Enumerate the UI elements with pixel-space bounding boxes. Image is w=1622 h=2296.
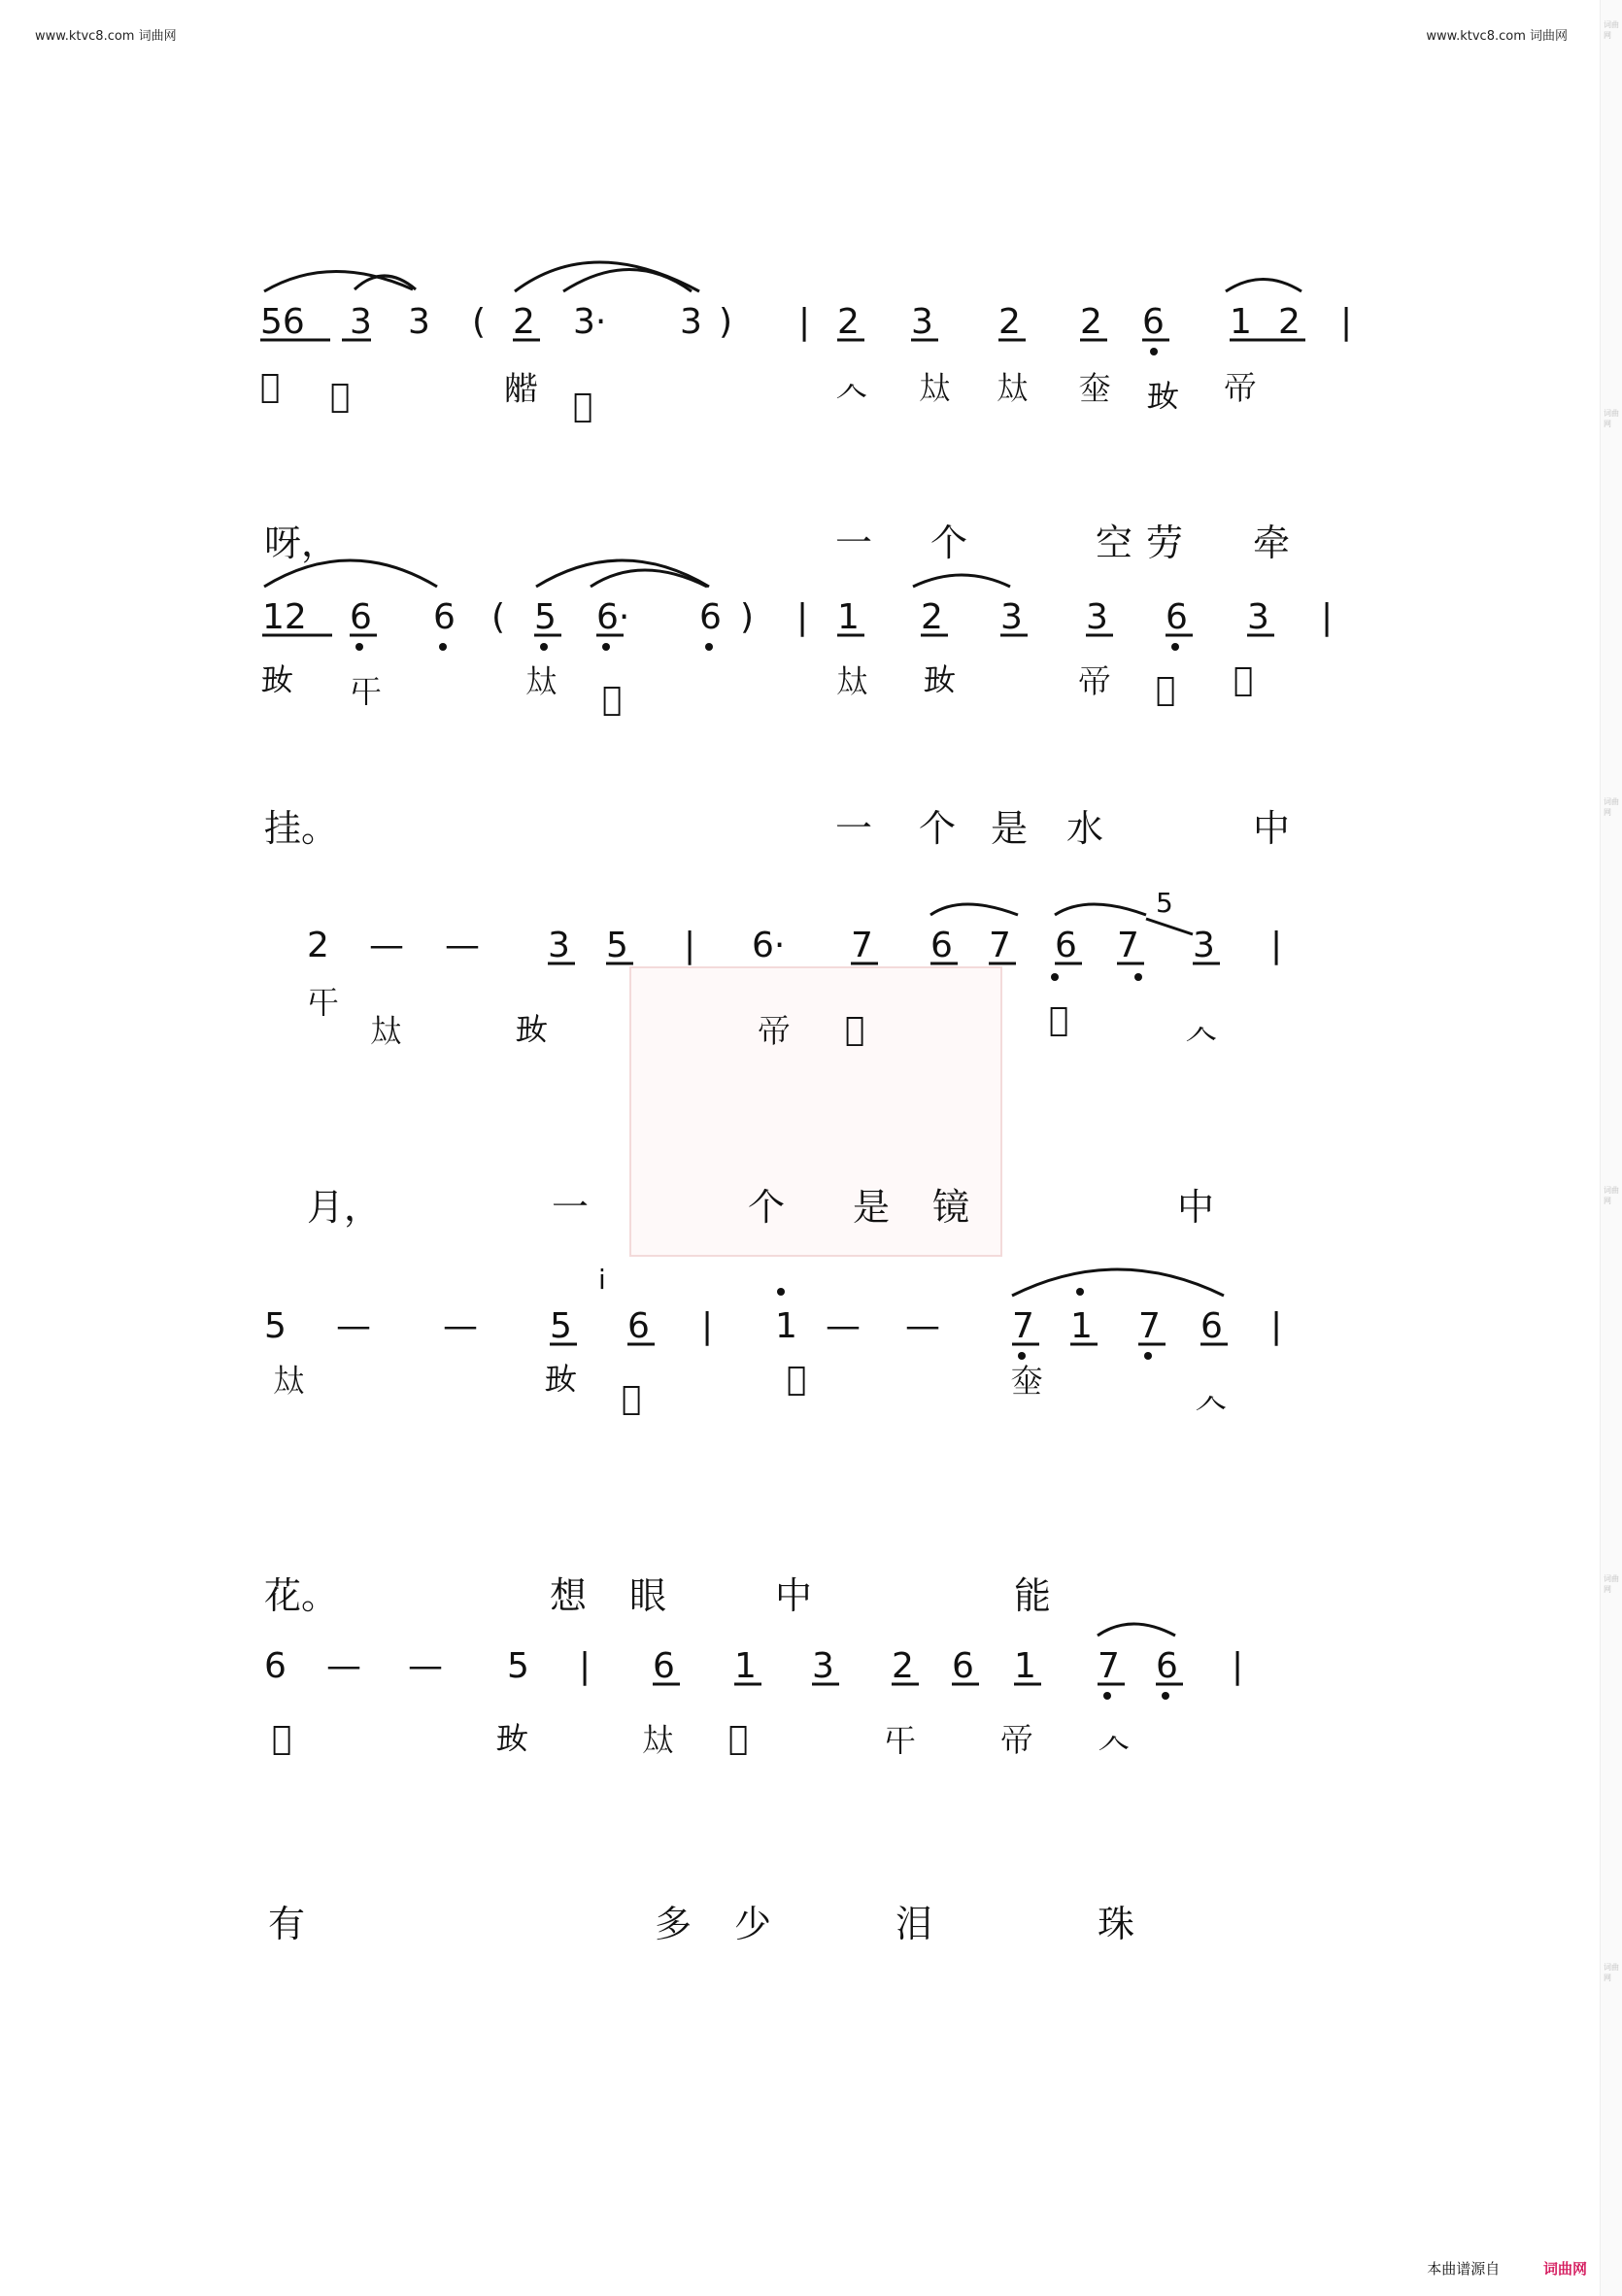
note: 7 [1012,1306,1034,1346]
side-label: 词曲网 [1604,20,1619,40]
dash: — [445,926,480,965]
tab-glyph: 𡚽 [1146,377,1179,416]
slur-arc [264,560,437,587]
note: 1 [837,597,860,637]
note: 3 [1247,597,1269,637]
slur-arc [1055,904,1146,915]
note: 12 [262,597,307,637]
barline: | [701,1306,714,1346]
note: 7 [989,926,1011,965]
note: 5 [550,1306,572,1346]
barline: | [579,1646,591,1686]
header-left-url: www.ktvc8.com 词曲网 [35,29,177,44]
note: 2 [892,1646,914,1686]
lyric: 个 [919,807,957,850]
tab-glyph: 𡘋 [918,370,951,409]
lyric: 泪 [895,1903,933,1945]
tab-glyph: 𡘫 [1078,370,1111,409]
note: 3 [1086,597,1108,637]
note: 2 [837,302,860,342]
side-label: 词曲网 [1604,1574,1619,1594]
tab-glyph: 𢂇 [1224,370,1257,409]
note: 1 [1070,1306,1093,1346]
lyric: 中 [1253,807,1291,850]
note: 7 [1117,926,1139,965]
note: 7 [1098,1646,1120,1686]
octave-dot [777,1288,785,1296]
lyric: 花。 [264,1574,339,1617]
grace-stroke [1146,919,1193,934]
footer-brand-link[interactable]: 词曲网 [1542,2260,1587,2278]
lyric: 一 [552,1186,590,1229]
octave-dot [1076,1288,1084,1296]
octave-dot [1051,973,1059,981]
note: 6 [699,597,722,637]
side-label: 词曲网 [1604,797,1619,817]
slur-arc [930,904,1018,915]
slur-arc [591,570,707,587]
side-label: 词曲网 [1604,409,1619,428]
tab-glyph: 𡘋 [272,1363,305,1401]
lyric: 个 [930,522,968,564]
dash: — [369,926,404,965]
tab-glyph: 𡕒 [307,984,340,1023]
footer-source-label: 本曲谱源自 [1427,2260,1501,2278]
tab-glyph: 𠆢 [1098,1727,1131,1766]
lyric: 月， [307,1186,382,1229]
note: 2 [1080,302,1102,342]
note: 6 [433,597,456,637]
note: 5 [534,597,557,637]
lyric: 空劳 [1096,522,1198,564]
tab-glyph: 𡘋 [996,370,1029,409]
note: 3· [573,302,607,342]
tab-glyph: 𡚽 [260,660,293,699]
octave-dot [1103,1692,1111,1700]
tab-glyph: 𡚽 [515,1010,548,1049]
octave-dot [1018,1352,1026,1360]
tab-glyph: 𢕊 [573,387,593,425]
grace-note-value: i [598,1264,606,1296]
barline: | [1270,926,1283,965]
dash: — [408,1646,443,1686]
note: 6 [627,1306,650,1346]
tab-glyph: 𡙲 [622,1379,642,1418]
note: 3 [408,302,430,342]
note: 1 [1014,1646,1036,1686]
barline: | [1232,1646,1244,1686]
octave-dot [1144,1352,1152,1360]
note: 6 [350,597,372,637]
lyric: 中 [1177,1186,1215,1229]
tab-glyph: 𠆢 [1185,1018,1218,1057]
lyric: 能 [1014,1574,1052,1617]
tab-glyph: 𡘋 [641,1722,674,1761]
tab-glyph: 𡚽 [544,1360,577,1399]
tab-glyph: 𡙲 [728,1719,749,1758]
octave-dot [602,643,610,651]
octave-dot [540,643,548,651]
note: 6· [596,597,630,637]
tab-glyph: 𡛐 [845,1010,865,1049]
tab-glyph: 𡛐 [787,1360,807,1399]
dash: — [326,1646,361,1686]
tab-glyph: 𡘋 [369,1013,402,1052]
note: 5 [606,926,628,965]
octave-dot [705,643,713,651]
note: ) [719,302,733,342]
note: 1 [734,1646,757,1686]
tab-glyph: 𡛐 [1156,670,1176,709]
octave-dot [1171,643,1179,651]
octave-dot [1134,973,1142,981]
note: 6 [1166,597,1188,637]
tab-glyph: 𡕒 [884,1722,917,1761]
note: 2 [1278,302,1301,342]
octave-dot [439,643,447,651]
lyric: 是 [853,1186,891,1229]
tab-glyph: 𡘫 [1010,1363,1043,1401]
grace-note-value: 5 [1156,887,1173,919]
lyric: 少 [734,1903,772,1945]
lyric: 是 [991,807,1029,850]
note: ( [472,302,487,342]
note: 6 [1142,302,1165,342]
note: 2 [307,926,329,965]
note: 2 [998,302,1021,342]
note: 7 [851,926,873,965]
note: 2 [921,597,943,637]
note: 3 [548,926,570,965]
lyric: 珠 [1098,1903,1135,1945]
note: 3 [812,1646,834,1686]
lyric: 一 [835,522,873,564]
side-label: 词曲网 [1604,1963,1619,1982]
lyric: 牵 [1253,522,1291,564]
note: 5 [507,1646,529,1686]
slur-arc [515,262,699,291]
note: 1 [775,1306,797,1346]
lyric: 眼 [629,1574,667,1617]
lyric: 挂。 [264,807,339,850]
note: 2 [513,302,535,342]
slur-arc [563,270,692,292]
side-watermark-strip [1600,0,1622,2296]
lyric: 多 [655,1903,693,1945]
lyric: 一 [835,807,873,850]
lyric: 水 [1066,807,1104,850]
tab-glyph: 𢂇 [1078,663,1111,702]
note: 6 [930,926,953,965]
octave-dot [355,643,363,651]
tab-glyph: 𢂇 [758,1013,791,1052]
barline: | [1340,302,1353,342]
tab-glyph: 𡘋 [835,663,868,702]
header-right-url: www.ktvc8.com 词曲网 [1426,29,1568,44]
note: 6 [1156,1646,1178,1686]
note: 6 [952,1646,974,1686]
lyric: 个 [748,1186,786,1229]
note: 3 [911,302,933,342]
tab-glyph: 𤀾 [260,367,281,406]
tab-glyph: 𠆢 [1195,1387,1228,1426]
barline: | [684,926,696,965]
note: 3 [1193,926,1215,965]
note: 56 [260,302,305,342]
barline: | [1270,1306,1283,1346]
lyric: 中 [775,1574,813,1617]
dash: — [826,1306,861,1346]
tab-glyph: 𡛐 [272,1719,292,1758]
lyric: 呀， [264,522,339,564]
slur-arc [1098,1624,1175,1636]
tab-glyph: 𡕒 [350,673,383,712]
tab-glyph: 𡚽 [923,660,956,699]
note: ) [740,597,755,637]
dash: — [443,1306,478,1346]
tab-glyph: 𢂇 [1000,1722,1033,1761]
note: 3 [680,302,702,342]
tab-glyph: 𡙲 [1049,1000,1069,1039]
note: 6· [752,926,786,965]
note: 7 [1138,1306,1161,1346]
lyric: 镜 [932,1186,970,1229]
tab-glyph: 𠕊 [602,680,623,719]
note: 3 [350,302,372,342]
octave-dot [1150,348,1158,355]
note: 1 [1230,302,1252,342]
barline: | [1321,597,1334,637]
note: 6 [653,1646,675,1686]
note: 6 [1055,926,1077,965]
lyric: 有 [268,1903,306,1945]
lyric: 想 [550,1574,588,1617]
note: ( [491,597,506,637]
tab-glyph: 𪱊 [330,377,351,416]
slur-arc [264,271,413,291]
tab-glyph: 𦞉 [505,370,538,409]
tab-glyph: 𡚽 [495,1719,528,1758]
note: 5 [264,1306,287,1346]
slur-arc [1012,1269,1224,1296]
dash: — [336,1306,371,1346]
tab-glyph: 𡘋 [524,663,558,702]
side-label: 词曲网 [1604,1186,1619,1205]
note: 6 [264,1646,287,1686]
slur-arc [1226,280,1301,292]
dash: — [905,1306,940,1346]
tab-glyph: 𠆢 [835,375,868,414]
note: 6 [1200,1306,1223,1346]
barline: | [796,597,809,637]
note: 3 [1000,597,1023,637]
footer [1427,2258,1587,2279]
slur-arc [913,575,1010,587]
octave-dot [1162,1692,1169,1700]
tab-glyph: 𡙲 [1233,660,1254,699]
barline: | [798,302,811,342]
